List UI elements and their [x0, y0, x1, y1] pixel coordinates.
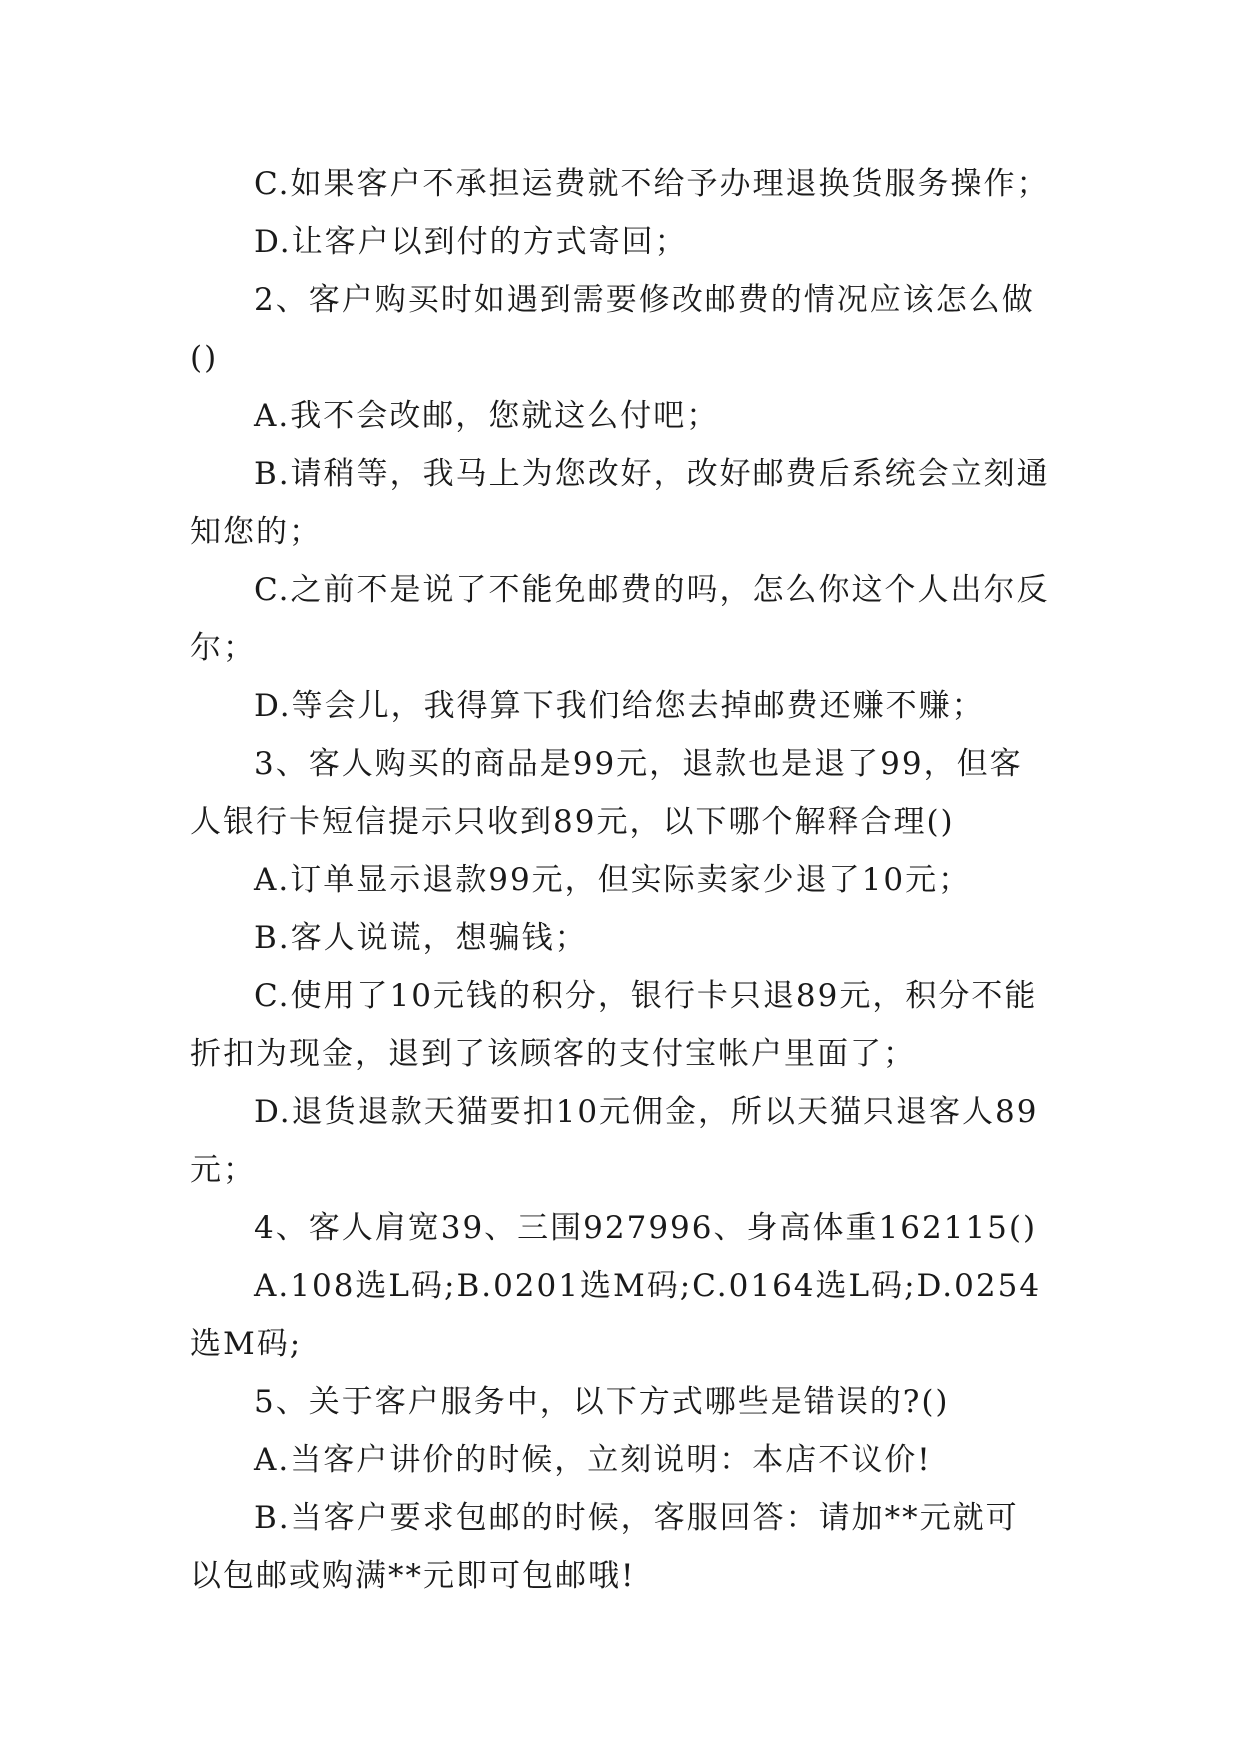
paragraph: B.客人说谎，想骗钱； [254, 920, 588, 956]
document-page [190, 155, 1050, 1605]
paragraph: C.之前不是说了不能免邮费的吗，怎么你这个人出尔反尔； [190, 572, 1050, 666]
paragraph: 4、客人肩宽39、三围927996、身高体重162115() [254, 1210, 1038, 1246]
paragraph: A.当客户讲价的时候，立刻说明：本店不议价! [254, 1442, 932, 1478]
paragraph: D.等会儿，我得算下我们给您去掉邮费还赚不赚； [254, 688, 985, 724]
paragraph: 5、关于客户服务中，以下方式哪些是错误的?() [254, 1384, 950, 1420]
paragraph: D.退货退款天猫要扣10元佣金，所以天猫只退客人89元； [190, 1094, 1039, 1188]
paragraph: B.当客户要求包邮的时候，客服回答：请加**元就可以包邮或购满**元即可包邮哦! [190, 1500, 1019, 1594]
paragraph: A.我不会改邮，您就这么付吧； [254, 398, 720, 434]
paragraph: A.108选L码;B.0201选M码;C.0164选L码;D.0254选M码; [190, 1268, 1042, 1362]
paragraph: C.使用了10元钱的积分，银行卡只退89元，积分不能折扣为现金，退到了该顾客的支付宝帐户里面了； [190, 978, 1038, 1072]
paragraph: D.让客户以到付的方式寄回； [254, 224, 688, 260]
paragraph: 3、客人购买的商品是99元，退款也是退了99，但客人银行卡短信提示只收到89元，以下哪个解释合理() [190, 746, 1023, 840]
paragraph: A.订单显示退款99元，但实际卖家少退了10元； [254, 862, 972, 898]
paragraph: 2、客户购买时如遇到需要修改邮费的情况应该怎么做() [190, 282, 1035, 376]
paragraph: B.请稍等，我马上为您改好，改好邮费后系统会立刻通知您的； [190, 456, 1050, 550]
paragraph: C.如果客户不承担运费就不给予办理退换货服务操作； [254, 166, 1050, 202]
